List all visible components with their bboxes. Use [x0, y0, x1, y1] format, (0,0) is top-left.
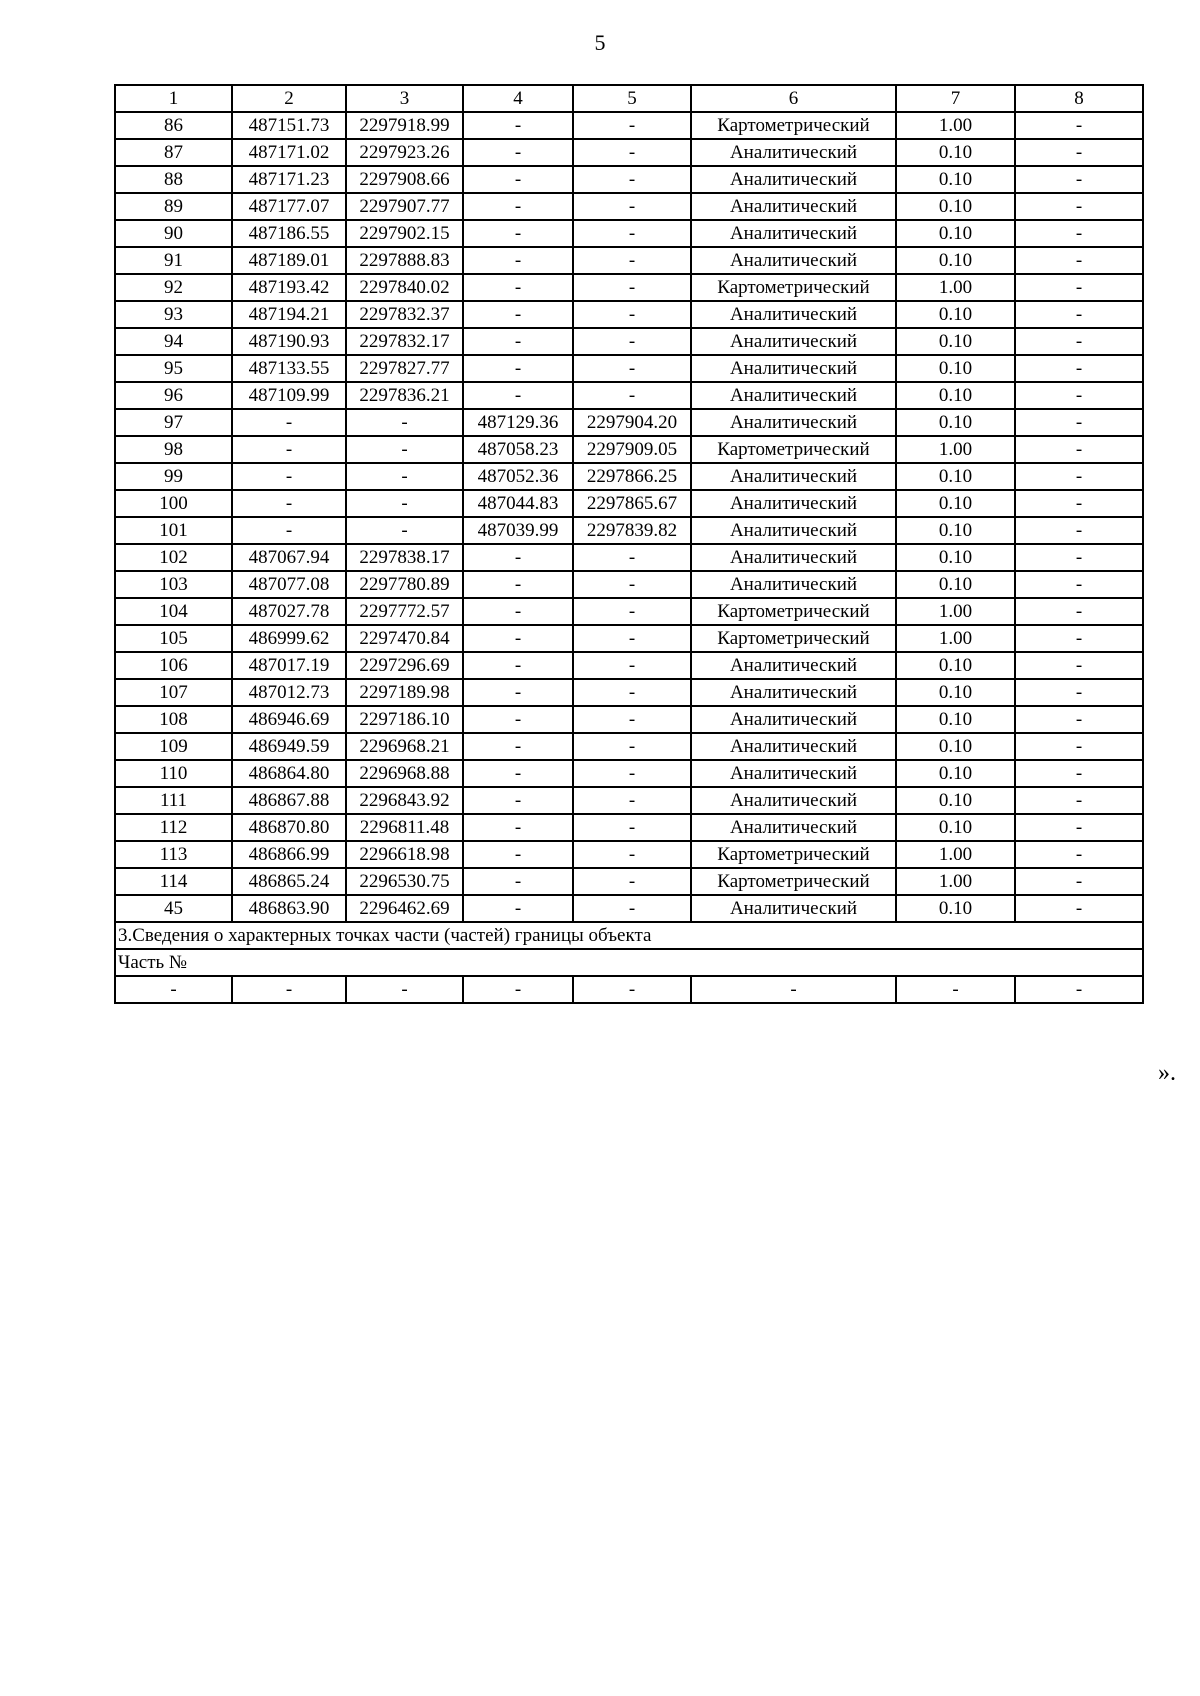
table-cell: 108: [115, 706, 232, 733]
table-cell: 106: [115, 652, 232, 679]
table-cell: -: [1015, 679, 1143, 706]
table-cell: -: [573, 112, 691, 139]
table-row: [115, 220, 1143, 247]
table-cell: 0.10: [896, 544, 1015, 571]
table-cell: 486946.69: [232, 706, 346, 733]
table-cell: 486870.80: [232, 814, 346, 841]
table-cell: 45: [115, 895, 232, 922]
table-cell: -: [463, 625, 573, 652]
table-cell: -: [115, 976, 232, 1003]
table-cell: -: [1015, 247, 1143, 274]
table-cell: 0.10: [896, 463, 1015, 490]
table-cell: -: [573, 706, 691, 733]
table-cell: 2297832.37: [346, 301, 463, 328]
table-cell: -: [573, 841, 691, 868]
table-cell: -: [1015, 625, 1143, 652]
table-cell: -: [573, 598, 691, 625]
table-cell: 0.10: [896, 139, 1015, 166]
table-cell: -: [232, 517, 346, 544]
table-cell: 105: [115, 625, 232, 652]
table-cell: 0.10: [896, 355, 1015, 382]
table-cell: 0.10: [896, 382, 1015, 409]
table-cell: -: [1015, 382, 1143, 409]
table-cell: -: [232, 463, 346, 490]
table-cell: 2297827.77: [346, 355, 463, 382]
table-cell: 2297866.25: [573, 463, 691, 490]
table-cell: 113: [115, 841, 232, 868]
header-cell: 8: [1015, 85, 1143, 112]
table-cell: -: [573, 382, 691, 409]
table-cell: Аналитический: [691, 652, 896, 679]
table-cell: 114: [115, 868, 232, 895]
table-cell: -: [1015, 544, 1143, 571]
table-cell: 0.10: [896, 760, 1015, 787]
table-cell: 2297918.99: [346, 112, 463, 139]
table-cell: -: [1015, 895, 1143, 922]
header-cell: 6: [691, 85, 896, 112]
table-cell: -: [1015, 328, 1143, 355]
table-cell: 487171.23: [232, 166, 346, 193]
table-cell: 89: [115, 193, 232, 220]
table-row: [115, 760, 1143, 787]
table-row: [115, 463, 1143, 490]
table-cell: 101: [115, 517, 232, 544]
table-cell: 1.00: [896, 112, 1015, 139]
table-cell: 0.10: [896, 166, 1015, 193]
table-cell: 1.00: [896, 274, 1015, 301]
table-cell: 486863.90: [232, 895, 346, 922]
table-cell: -: [573, 220, 691, 247]
table-cell: -: [463, 274, 573, 301]
table-cell: -: [232, 490, 346, 517]
table-cell: Аналитический: [691, 814, 896, 841]
table-cell: Аналитический: [691, 382, 896, 409]
table-cell: -: [573, 139, 691, 166]
table-cell: -: [1015, 112, 1143, 139]
table-row: [115, 841, 1143, 868]
table-cell: Картометрический: [691, 841, 896, 868]
table-cell: -: [463, 841, 573, 868]
table-cell: -: [573, 301, 691, 328]
table-cell: Картометрический: [691, 436, 896, 463]
table-cell: -: [1015, 463, 1143, 490]
table-row: [115, 733, 1143, 760]
table-cell: 487171.02: [232, 139, 346, 166]
table-cell: -: [463, 355, 573, 382]
table-cell: -: [463, 247, 573, 274]
table-cell: -: [346, 490, 463, 517]
table-cell: 93: [115, 301, 232, 328]
table-cell: -: [463, 760, 573, 787]
table-cell: -: [463, 679, 573, 706]
table-cell: 0.10: [896, 517, 1015, 544]
table-cell: 0.10: [896, 814, 1015, 841]
table-row: [115, 598, 1143, 625]
table-cell: 96: [115, 382, 232, 409]
table-cell: 487189.01: [232, 247, 346, 274]
table-cell: 487052.36: [463, 463, 573, 490]
table-cell: 0.10: [896, 679, 1015, 706]
table-cell: 2297470.84: [346, 625, 463, 652]
table-row: [115, 544, 1143, 571]
table-cell: -: [1015, 220, 1143, 247]
table-cell: 2297909.05: [573, 436, 691, 463]
table-cell: -: [232, 976, 346, 1003]
table-cell: 95: [115, 355, 232, 382]
table-cell: 0.10: [896, 652, 1015, 679]
table-cell: -: [1015, 436, 1143, 463]
table-cell: 0.10: [896, 301, 1015, 328]
table-cell: 94: [115, 328, 232, 355]
table-cell: 2296968.21: [346, 733, 463, 760]
table-cell: -: [573, 760, 691, 787]
table-cell: 2297186.10: [346, 706, 463, 733]
table-cell: 487027.78: [232, 598, 346, 625]
table-cell: -: [463, 868, 573, 895]
table-cell: -: [346, 436, 463, 463]
table-cell: -: [1015, 868, 1143, 895]
table-cell: -: [463, 166, 573, 193]
table-cell: Аналитический: [691, 355, 896, 382]
table-cell: 100: [115, 490, 232, 517]
boundary-points-table: [114, 84, 1144, 1004]
table-cell: 2296843.92: [346, 787, 463, 814]
table-row: [115, 112, 1143, 139]
table-row: [115, 895, 1143, 922]
table-cell: -: [573, 976, 691, 1003]
table-cell: 0.10: [896, 490, 1015, 517]
table-row: [115, 328, 1143, 355]
table-cell: -: [573, 787, 691, 814]
table-cell: 107: [115, 679, 232, 706]
table-cell: 487058.23: [463, 436, 573, 463]
table-cell: 0.10: [896, 220, 1015, 247]
table-cell: 2297902.15: [346, 220, 463, 247]
table-cell: Аналитический: [691, 571, 896, 598]
table-cell: 111: [115, 787, 232, 814]
table-cell: 487044.83: [463, 490, 573, 517]
table-cell: -: [463, 598, 573, 625]
table-cell: 2297780.89: [346, 571, 463, 598]
table-row: [115, 382, 1143, 409]
table-cell: 2297865.67: [573, 490, 691, 517]
table-cell: -: [1015, 814, 1143, 841]
header-cell: 3: [346, 85, 463, 112]
table-cell: Аналитический: [691, 463, 896, 490]
table-cell: 2297836.21: [346, 382, 463, 409]
table-cell: -: [463, 895, 573, 922]
table-cell: 0.10: [896, 409, 1015, 436]
table-cell: -: [346, 463, 463, 490]
table-cell: Картометрический: [691, 625, 896, 652]
table-row: [115, 139, 1143, 166]
table-row: [115, 652, 1143, 679]
table-cell: 99: [115, 463, 232, 490]
table-cell: 1.00: [896, 436, 1015, 463]
table-body: [115, 85, 1143, 1003]
section-title: 3.Сведения о характерных точках части (частей) границы объекта: [115, 922, 1143, 949]
table-cell: -: [463, 733, 573, 760]
table-cell: 486867.88: [232, 787, 346, 814]
table-cell: -: [1015, 598, 1143, 625]
header-cell: 1: [115, 85, 232, 112]
table-cell: 0.10: [896, 706, 1015, 733]
table-cell: -: [463, 652, 573, 679]
table-row: [115, 409, 1143, 436]
closing-quote: ».: [1158, 1060, 1176, 1086]
table-cell: Аналитический: [691, 517, 896, 544]
table-cell: -: [691, 976, 896, 1003]
table-cell: Картометрический: [691, 274, 896, 301]
part-label-row: [115, 949, 1143, 976]
table-cell: 87: [115, 139, 232, 166]
table-cell: -: [1015, 166, 1143, 193]
table-cell: -: [573, 274, 691, 301]
table-row: [115, 787, 1143, 814]
table-cell: 487012.73: [232, 679, 346, 706]
table-cell: 0.10: [896, 787, 1015, 814]
table-cell: Картометрический: [691, 598, 896, 625]
table-cell: 486999.62: [232, 625, 346, 652]
table-cell: 2297772.57: [346, 598, 463, 625]
table-cell: 487186.55: [232, 220, 346, 247]
table-row: [115, 706, 1143, 733]
table-cell: 487190.93: [232, 328, 346, 355]
table-cell: -: [463, 814, 573, 841]
table-row: [115, 247, 1143, 274]
table-cell: -: [573, 544, 691, 571]
table-cell: 0.10: [896, 193, 1015, 220]
header-cell: 5: [573, 85, 691, 112]
table-cell: -: [573, 193, 691, 220]
empty-part-row: [115, 976, 1143, 1003]
table-cell: 487067.94: [232, 544, 346, 571]
table-cell: -: [1015, 841, 1143, 868]
table-cell: Аналитический: [691, 706, 896, 733]
table-row: [115, 193, 1143, 220]
table-cell: 487194.21: [232, 301, 346, 328]
table-cell: 2297923.26: [346, 139, 463, 166]
table-cell: 0.10: [896, 328, 1015, 355]
table-cell: Аналитический: [691, 760, 896, 787]
table-cell: 2296618.98: [346, 841, 463, 868]
table-cell: -: [1015, 976, 1143, 1003]
table-cell: Картометрический: [691, 112, 896, 139]
table-cell: 0.10: [896, 895, 1015, 922]
table-cell: 487129.36: [463, 409, 573, 436]
table-cell: 2297904.20: [573, 409, 691, 436]
table-cell: -: [1015, 706, 1143, 733]
table-cell: -: [463, 706, 573, 733]
table-row: [115, 166, 1143, 193]
table-cell: 112: [115, 814, 232, 841]
header-cell: 2: [232, 85, 346, 112]
table-cell: 92: [115, 274, 232, 301]
table-cell: 2296811.48: [346, 814, 463, 841]
table-cell: Аналитический: [691, 895, 896, 922]
table-cell: -: [463, 544, 573, 571]
table-cell: -: [346, 976, 463, 1003]
table-cell: 2297832.17: [346, 328, 463, 355]
table-cell: Аналитический: [691, 139, 896, 166]
table-cell: 487193.42: [232, 274, 346, 301]
table-cell: 0.10: [896, 247, 1015, 274]
table-cell: 2296462.69: [346, 895, 463, 922]
table-cell: 487077.08: [232, 571, 346, 598]
table-row: [115, 517, 1143, 544]
table-cell: 91: [115, 247, 232, 274]
table-cell: -: [463, 976, 573, 1003]
table-cell: -: [573, 328, 691, 355]
table-header-row: [115, 85, 1143, 112]
table-cell: -: [463, 193, 573, 220]
table-cell: 2297840.02: [346, 274, 463, 301]
table-row: [115, 868, 1143, 895]
table-cell: -: [463, 328, 573, 355]
table-row: [115, 679, 1143, 706]
table-cell: -: [1015, 517, 1143, 544]
table-cell: Аналитический: [691, 733, 896, 760]
table-cell: 2297296.69: [346, 652, 463, 679]
table-cell: -: [463, 787, 573, 814]
table-row: [115, 436, 1143, 463]
table-cell: 2297908.66: [346, 166, 463, 193]
table-cell: 102: [115, 544, 232, 571]
table-cell: 0.10: [896, 733, 1015, 760]
table-cell: Аналитический: [691, 301, 896, 328]
table-cell: 486949.59: [232, 733, 346, 760]
table-cell: -: [463, 382, 573, 409]
table-cell: 104: [115, 598, 232, 625]
table-cell: 487133.55: [232, 355, 346, 382]
table-cell: -: [1015, 193, 1143, 220]
table-cell: Аналитический: [691, 220, 896, 247]
table-cell: 0.10: [896, 571, 1015, 598]
table-cell: 86: [115, 112, 232, 139]
table-cell: -: [573, 571, 691, 598]
table-cell: 486865.24: [232, 868, 346, 895]
table-row: [115, 355, 1143, 382]
part-label: Часть №: [115, 949, 1143, 976]
table-cell: -: [1015, 355, 1143, 382]
table-row: [115, 571, 1143, 598]
table-cell: Аналитический: [691, 490, 896, 517]
table-cell: -: [463, 139, 573, 166]
table-row: [115, 301, 1143, 328]
table-cell: Аналитический: [691, 787, 896, 814]
table-cell: 98: [115, 436, 232, 463]
table-cell: -: [573, 247, 691, 274]
table-cell: 2297888.83: [346, 247, 463, 274]
table-cell: -: [463, 301, 573, 328]
table-cell: 1.00: [896, 868, 1015, 895]
table-cell: -: [573, 733, 691, 760]
table-cell: -: [573, 166, 691, 193]
table-cell: Аналитический: [691, 193, 896, 220]
table-cell: 486866.99: [232, 841, 346, 868]
table-cell: 2297838.17: [346, 544, 463, 571]
section-title-row: [115, 922, 1143, 949]
table-cell: 2296968.88: [346, 760, 463, 787]
table-cell: -: [1015, 274, 1143, 301]
table-cell: -: [1015, 571, 1143, 598]
table-cell: 487017.19: [232, 652, 346, 679]
table-cell: 1.00: [896, 625, 1015, 652]
table-cell: 2297839.82: [573, 517, 691, 544]
table-cell: 486864.80: [232, 760, 346, 787]
table-cell: 103: [115, 571, 232, 598]
page-number: 5: [594, 30, 606, 55]
table-cell: 97: [115, 409, 232, 436]
table-cell: -: [1015, 733, 1143, 760]
table-cell: 2297907.77: [346, 193, 463, 220]
table-cell: -: [573, 868, 691, 895]
table-cell: Аналитический: [691, 247, 896, 274]
table-cell: -: [346, 517, 463, 544]
table-cell: -: [1015, 139, 1143, 166]
table-cell: -: [463, 571, 573, 598]
table-cell: -: [232, 409, 346, 436]
table-cell: -: [896, 976, 1015, 1003]
table-cell: 487151.73: [232, 112, 346, 139]
table-cell: -: [346, 409, 463, 436]
table-cell: -: [573, 355, 691, 382]
table-cell: 90: [115, 220, 232, 247]
table-cell: -: [573, 652, 691, 679]
table-cell: -: [1015, 760, 1143, 787]
table-row: [115, 490, 1143, 517]
table-cell: -: [1015, 787, 1143, 814]
table-cell: -: [463, 220, 573, 247]
table-cell: -: [1015, 301, 1143, 328]
table-row: [115, 274, 1143, 301]
table-cell: 2296530.75: [346, 868, 463, 895]
table-cell: -: [573, 814, 691, 841]
table-cell: -: [573, 625, 691, 652]
table-cell: 487177.07: [232, 193, 346, 220]
table-cell: 1.00: [896, 598, 1015, 625]
table-cell: -: [1015, 652, 1143, 679]
table-cell: Аналитический: [691, 679, 896, 706]
header-cell: 4: [463, 85, 573, 112]
table-cell: Аналитический: [691, 409, 896, 436]
table-cell: 487039.99: [463, 517, 573, 544]
table-cell: 2297189.98: [346, 679, 463, 706]
table-cell: Аналитический: [691, 166, 896, 193]
table-row: [115, 625, 1143, 652]
table-cell: -: [573, 895, 691, 922]
table-cell: 88: [115, 166, 232, 193]
table-cell: 110: [115, 760, 232, 787]
table-cell: 1.00: [896, 841, 1015, 868]
table-cell: Аналитический: [691, 544, 896, 571]
table-cell: -: [463, 112, 573, 139]
table-cell: 487109.99: [232, 382, 346, 409]
table-cell: 109: [115, 733, 232, 760]
header-cell: 7: [896, 85, 1015, 112]
table-cell: -: [573, 679, 691, 706]
table-cell: Картометрический: [691, 868, 896, 895]
table-cell: Аналитический: [691, 328, 896, 355]
table-row: [115, 814, 1143, 841]
table-cell: -: [1015, 490, 1143, 517]
table-cell: -: [1015, 409, 1143, 436]
table-cell: -: [232, 436, 346, 463]
